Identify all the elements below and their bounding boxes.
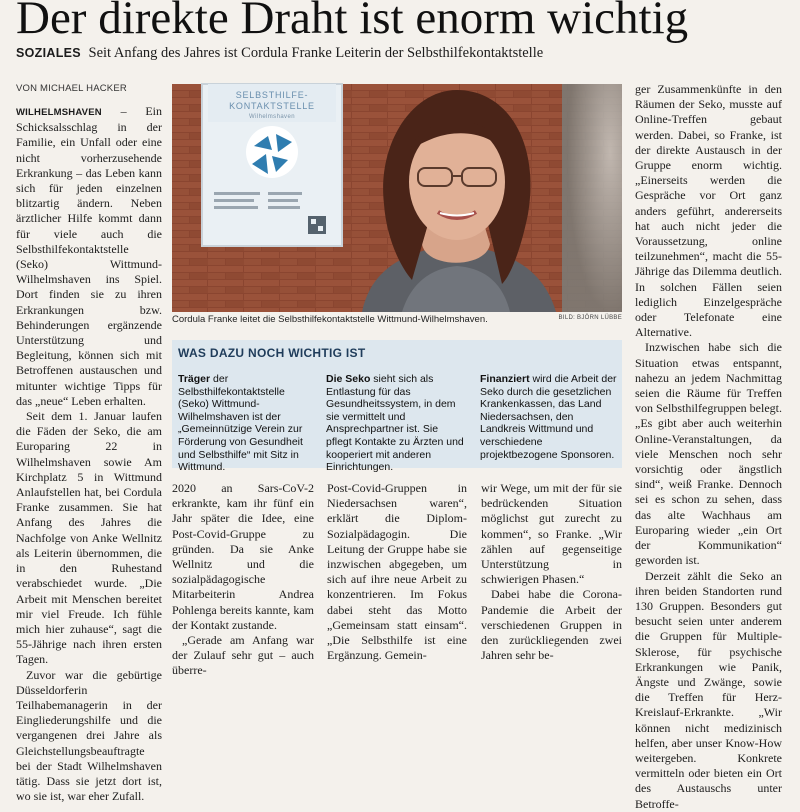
- info-box-item: [480, 373, 618, 461]
- article-subline: [16, 45, 796, 62]
- paragraph-text: – Ein Schicksalsschlag in der Familie, ein Unfall oder eine nicht vorherzusehende Erkrankung – das Leben kann sich für jeden einzelnen blitzartig ändern. Neben ärztlicher Hilfe kommt dann für viele auch die Selbsthilfekontaktstelle (Seko) Wittmund-Wilhelmshaven ins Spiel. Dort finden sie zu ihren Erkrankungen bzw. Behinderungen ergänzende Unterstützung und Begleitung, können sich mit Betroffenen austauschen und mitunter wichtige Tipps für das „neue“ Leben erhalten.: [16, 104, 162, 408]
- paragraph: [16, 104, 162, 409]
- article-column-2: [172, 481, 314, 678]
- info-lead: Träger: [178, 373, 211, 385]
- paragraph: 2020 an Sars-CoV-2 erkrankte, kam ihr fünf ein Jahr später die Idee, eine Post-Covid-Gruppe zu gründen. Da sie Anke Wellnitz und die sozialpädagogische Mitarbeiterin Andrea Pohlenga bereits kannte, kam der Kontakt zustande.: [172, 481, 314, 632]
- article-column-5: [635, 82, 782, 811]
- info-box-item: [178, 373, 316, 474]
- photo-caption: [172, 314, 622, 325]
- subline-text: Seit Anfang des Jahres ist Cordula Franke Leiterin der Selbsthilfekontaktstelle: [88, 45, 544, 61]
- photo-credit: BILD: BJÖRN LÜBBE: [558, 315, 622, 321]
- sign-subtitle: Wilhelmshaven: [249, 114, 295, 120]
- paragraph: Dabei habe die Corona-Pandemie die Arbeit der verschiedenen Gruppen in den zurückliegenden zwei Jahren sehr be-: [481, 587, 622, 663]
- info-lead: Finanziert: [480, 373, 530, 385]
- paragraph: Inzwischen habe sich die Situation etwas entspannt, nahezu an jedem Nachmittag seien die Räume für Treffen von Selbsthilfegruppen belegt. „Es gibt aber auch weiterhin Online-Veranstaltungen, da viele Menschen noch sehr vorsichtig oder ängstlich sind“, weiß Franke. Dennoch sei es schon zu sehen, dass das alte Wachhaus am Europaring wieder „ein Ort der Kommunikation“ geworden ist.: [635, 340, 782, 568]
- article-column-3: [327, 481, 467, 663]
- info-box-heading: WAS DAZU NOCH WICHTIG IST: [178, 346, 366, 360]
- caption-text: Cordula Franke leitet die Selbsthilfekontaktstelle Wittmund-Wilhelmshaven.: [172, 314, 488, 325]
- paragraph: Zuvor war die gebürtige Düsseldorferin Teilhabemanagerin in der Eingliederungshilfe und die vergangenen drei Jahre als Gleichstellungsbeauftragte bei der Stadt Wilhelmshaven tätig. Dass sie jetzt dort ist, wo sie ist, war eher Zufall.: [16, 667, 162, 804]
- paragraph: Post-Covid-Gruppen in Niedersachsen waren“, erklärt die Diplom-Sozialpädagogin. Die Leitung der Gruppe habe sie inzwischen abgegeben, um sich auf ihre neue Arbeit zu konzentrieren. Im Fokus dabei steht das Motto „Gemeinsam statt einsam“. „Die Selbsthilfe ist eine Ergänzung. Gemein-: [327, 481, 467, 663]
- paragraph: Seit dem 1. Januar laufen die Fäden der Seko, die am Europaring 22 in Wilhelmshaven sowie Am Kirchplatz 5 in Wittmund Anlaufstellen hat, bei Cordula Franke zusammen. Sie hat Anfang des Jahres die Nachfolge von Anke Wellnitz als Leiterin übernommen, die in den Ruhestand verabschiedet wurde. „Die Arbeit mit Menschen bereitet mir viel Freude. Ich fühle mich hier zuhause“, sagt die 55-Jährige nach ihren ersten Tagen.: [16, 409, 162, 667]
- section-kicker: SOZIALES: [16, 46, 81, 60]
- paragraph: wir Wege, um mit der für sie bedrückenden Situation möglichst gut zurecht zu kommen“, so Franke. „Wir zählen auf gegenseitige Unterstützung in schwierigen Phasen.“: [481, 481, 622, 587]
- paragraph: ger Zusammenkünfte in den Räumen der Seko, musste auf Online-Treffen gebaut werden. Dabei, so Franke, ist der direkte Austausch in der Gruppe enorm wichtig. „Einerseits werden die Gespräche vor Ort ganz anders geführt, andererseits hat auch nicht jeder die Voraussetzung, online teilzunehmen“, macht die 55-Jährige das Dilemma deutlich. In solchen Fällen seien lediglich Einzelgespräche oder Telefonate eine Alternative.: [635, 82, 782, 340]
- article-column-1: [16, 104, 162, 804]
- paragraph: „Gerade am Anfang war der Zulauf sehr gut – auch überre-: [172, 633, 314, 678]
- info-box: [172, 340, 622, 474]
- info-text: wird die Arbeit der Seko durch die gesetzlichen Krankenkassen, das Land Niedersachsen, den Landkreis Wittmund und verschiedene projektbezogene Sponsoren.: [480, 373, 617, 461]
- article-photo: [172, 84, 622, 312]
- article-column-4: [481, 481, 622, 663]
- byline: VON MICHAEL HACKER: [16, 83, 127, 94]
- sign-title-line: SELBSTHILFE-: [235, 90, 309, 100]
- paragraph: Derzeit zählt die Seko an ihren beiden Standorten rund 130 Gruppen. Besonders gut besucht seien unter anderem die Gruppen für Multiple-Sklerose, für psychische Erkrankungen wie Panik, Ängste und Zwänge, sowie die Treffen für Herz-Kreislauf-Erkrankte. „Wir können nicht medizinisch helfen, aber unser Know-How weitergeben. Konkrete vermitteln oder bieten ein Ort des Austauschs unter Betroffe-: [635, 568, 782, 811]
- info-box-item: [326, 373, 466, 474]
- sign-title-line: KONTAKTSTELLE: [229, 101, 315, 111]
- info-text: der Selbsthilfekontaktstelle (Seko) Wittmund-Wilhelmshaven ist der „Gemeinnützige Verein zur Förderung von Gesundheit und Selbsthilfe“ mit Sitz in Wittmund.: [178, 373, 303, 474]
- info-lead: Die Seko: [326, 373, 371, 385]
- sign-title: [202, 90, 342, 123]
- dateline: WILHELMSHAVEN: [16, 107, 102, 118]
- info-text: sieht sich als Entlastung für das Gesundheitssystem, in dem sie vermittelt und Ansprechpartner ist. Sie pflegt Kontakte zu Ärzten und kooperiert mit anderen Einrichtungen.: [326, 373, 464, 474]
- article-headline: Der direkte Draht ist enorm wichtig: [16, 0, 689, 44]
